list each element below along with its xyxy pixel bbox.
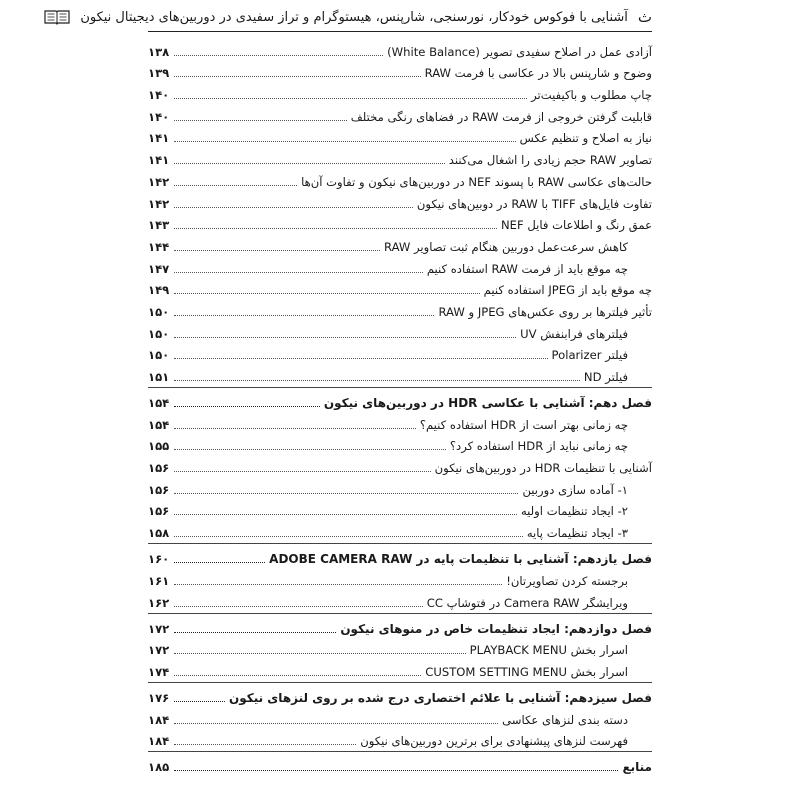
dot-leader: [174, 744, 356, 745]
toc-row[interactable]: [148, 659, 652, 681]
toc-entry-title: اسرار بخش PLAYBACK MENU: [469, 643, 628, 658]
toc-page-number: ۱۷۲: [148, 643, 170, 658]
toc-row[interactable]: [148, 321, 652, 343]
toc-row[interactable]: [148, 278, 652, 300]
toc-entry-title: چه زمانی بهتر است از HDR استفاده کنیم؟: [419, 417, 628, 432]
dot-leader: [174, 653, 466, 654]
toc-page-number: ۱۵۶: [148, 504, 170, 519]
dot-leader: [174, 163, 445, 164]
toc-entry-title: چاپ مطلوب و باکیفیت‌تر: [531, 88, 652, 103]
toc-row[interactable]: [148, 455, 652, 477]
toc-entry-title: ۳- ایجاد تنظیمات پایه: [526, 526, 628, 541]
page-letter: ث: [637, 8, 652, 26]
toc-page-number: ۱۵۰: [148, 304, 170, 319]
toc-entry-title: دسته بندی لنزهای عکاسی: [502, 712, 628, 727]
open-book-icon: [44, 9, 70, 25]
dot-leader: [174, 584, 502, 585]
toc-entry-title: ۱- آماده سازی دوربین: [522, 482, 628, 497]
toc-row[interactable]: [148, 104, 652, 126]
dot-leader: [174, 207, 413, 208]
dot-leader: [174, 185, 297, 186]
dot-leader: [174, 514, 517, 515]
page-header: [80, 6, 652, 28]
toc-row[interactable]: [148, 364, 652, 386]
toc-page-number: ۱۳۸: [148, 44, 170, 59]
toc-row[interactable]: [148, 191, 652, 213]
toc-page-number: ۱۶۱: [148, 573, 170, 588]
toc-entry-title: چه زمانی نباید از HDR استفاده کرد؟: [449, 439, 628, 454]
toc-page-number: ۱۴۲: [148, 196, 170, 211]
toc-row[interactable]: [148, 234, 652, 256]
toc-entry-title: اسرار بخش CUSTOM SETTING MENU: [425, 664, 628, 679]
dot-leader: [174, 701, 225, 702]
toc-row[interactable]: [148, 590, 652, 612]
dot-leader: [174, 562, 265, 563]
dot-leader: [174, 723, 498, 724]
toc-page-number: ۱۴۳: [148, 218, 170, 233]
toc-page-number: ۱۴۰: [148, 88, 170, 103]
toc-chapter-row[interactable]: [148, 614, 652, 638]
toc-row[interactable]: [148, 147, 652, 169]
table-of-contents: [148, 39, 652, 776]
toc-row[interactable]: [148, 434, 652, 456]
toc-entry-title: منابع: [622, 760, 652, 775]
dot-leader: [174, 120, 347, 121]
toc-row[interactable]: [148, 568, 652, 590]
toc-entry-title: برجسته کردن تصاویرتان!: [506, 573, 628, 588]
dot-leader: [174, 228, 497, 229]
dot-leader: [174, 337, 516, 338]
toc-row[interactable]: [148, 169, 652, 191]
toc-entry-title: فیلترهای فرابنفش UV: [520, 326, 628, 341]
toc-page-number: ۱۵۰: [148, 348, 170, 363]
dot-leader: [174, 632, 336, 633]
toc-row[interactable]: [148, 412, 652, 434]
toc-page-number: ۱۵۵: [148, 439, 170, 454]
toc-entry-title: چه موقع باید از JPEG استفاده کنیم: [483, 283, 652, 298]
toc-row[interactable]: [148, 343, 652, 365]
toc-page-number: ۱۷۶: [148, 690, 170, 705]
dot-leader: [174, 428, 416, 429]
toc-entry-title: تفاوت فایل‌های TIFF با RAW در دوبین‌های نیکون: [416, 196, 652, 211]
toc-page-number: ۱۴۲: [148, 174, 170, 189]
toc-chapter-row[interactable]: [148, 683, 652, 707]
toc-entry-title: آشنایی با تنظیمات HDR در دوربین‌های نیکون: [434, 461, 652, 476]
toc-page-number: ۱۵۶: [148, 482, 170, 497]
toc-page-number: ۱۵۶: [148, 461, 170, 476]
toc-page-number: ۱۳۹: [148, 66, 170, 81]
dot-leader: [174, 770, 618, 771]
toc-row[interactable]: [148, 126, 652, 148]
dot-leader: [174, 406, 320, 407]
toc-page-number: ۱۵۸: [148, 526, 170, 541]
toc-row[interactable]: [148, 729, 652, 751]
toc-entry-title: فصل دهم: آشنایی با عکاسی HDR در دوربین‌های نیکون: [323, 396, 652, 410]
toc-page-number: ۱۴۱: [148, 131, 170, 146]
toc-row[interactable]: [148, 213, 652, 235]
dot-leader: [174, 250, 380, 251]
toc-page-number: ۱۴۰: [148, 109, 170, 124]
toc-page-number: ۱۸۵: [148, 760, 170, 775]
toc-entry-title: فیلتر Polarizer: [551, 348, 628, 363]
toc-page-number: ۱۴۴: [148, 239, 170, 254]
toc-page-number: ۱۷۴: [148, 664, 170, 679]
toc-page-number: ۱۸۴: [148, 712, 170, 727]
dot-leader: [174, 449, 446, 450]
toc-entry-title: فهرست لنزهای پیشنهادی برای برترین دوربین‌های نیکون: [360, 734, 628, 749]
toc-entry-title: چه موقع باید از فرمت RAW استفاده کنیم: [426, 261, 628, 276]
toc-page-number: ۱۵۰: [148, 326, 170, 341]
toc-row[interactable]: [148, 39, 652, 61]
toc-page-number: ۱۵۴: [148, 417, 170, 432]
dot-leader: [174, 98, 527, 99]
toc-page-number: ۱۵۴: [148, 396, 170, 410]
toc-row[interactable]: [148, 299, 652, 321]
dot-leader: [174, 471, 431, 472]
dot-leader: [174, 76, 421, 77]
toc-chapter-row[interactable]: [148, 752, 652, 776]
toc-entry-title: حالت‌های عکاسی RAW با پسوند NEF در دوربین‌های نیکون و تفاوت آن‌ها: [301, 174, 652, 189]
dot-leader: [174, 536, 523, 537]
toc-entry-title: ۲- ایجاد تنظیمات اولیه: [520, 504, 628, 519]
toc-row[interactable]: [148, 256, 652, 278]
toc-row[interactable]: [148, 82, 652, 104]
toc-row[interactable]: [148, 477, 652, 499]
toc-entry-title: فصل سیزدهم: آشنایی با علائم اختصاری درج شده بر روی لنزهای نیکون: [228, 690, 652, 705]
toc-entry-title: آزادی عمل در اصلاح سفیدی تصویر (White Balance): [387, 44, 652, 59]
toc-entry-title: فیلتر ND: [583, 370, 628, 384]
toc-entry-title: تأثیر فیلترها بر روی عکس‌های JPEG و RAW: [438, 304, 652, 319]
dot-leader: [174, 606, 423, 607]
header-title: آشنایی با فوکوس خودکار، نورسنجی، شارپنس، هیستوگرام و تراز سفیدی در دوربین‌های دیجیتال نیکون: [80, 9, 628, 25]
toc-entry-title: ویرایشگر Camera RAW در فتوشاپ CC: [426, 595, 628, 610]
dot-leader: [174, 675, 421, 676]
header-rule: [148, 31, 652, 32]
dot-leader: [174, 293, 480, 294]
toc-entry-title: فصل یازدهم: آشنایی با تنظیمات پایه در ADOBE CAMERA RAW: [269, 552, 652, 567]
toc-row[interactable]: [148, 61, 652, 83]
toc-entry-title: نیاز به اصلاح و تنظیم عکس: [519, 131, 652, 146]
dot-leader: [174, 272, 423, 273]
dot-leader: [174, 141, 516, 142]
toc-page-number: ۱۴۷: [148, 261, 170, 276]
toc-chapter-row[interactable]: [148, 544, 652, 568]
toc-page-number: ۱۵۱: [148, 370, 170, 384]
dot-leader: [174, 55, 383, 56]
toc-row[interactable]: [148, 707, 652, 729]
toc-chapter-row[interactable]: [148, 388, 652, 412]
toc-page-number: ۱۴۱: [148, 153, 170, 168]
dot-leader: [174, 315, 434, 316]
toc-row[interactable]: [148, 638, 652, 660]
toc-entry-title: عمق رنگ و اطلاعات فایل NEF: [500, 218, 652, 233]
dot-leader: [174, 358, 548, 359]
dot-leader: [174, 493, 518, 494]
toc-page-number: ۱۴۹: [148, 283, 170, 298]
dot-leader: [174, 380, 580, 381]
toc-entry-title: وضوح و شارپنس بالا در عکاسی با فرمت RAW: [424, 66, 652, 81]
toc-page-number: ۱۸۴: [148, 734, 170, 749]
toc-row[interactable]: [148, 520, 652, 542]
toc-entry-title: تصاویر RAW حجم زیادی را اشغال می‌کنند: [448, 153, 652, 168]
toc-page-number: ۱۶۰: [148, 552, 170, 567]
toc-row[interactable]: [148, 499, 652, 521]
toc-entry-title: کاهش سرعت‌عمل دوربین هنگام ثبت تصاویر RAW: [383, 239, 628, 254]
toc-page-number: ۱۷۲: [148, 621, 170, 636]
toc-page-number: ۱۶۲: [148, 595, 170, 610]
toc-entry-title: فصل دوازدهم: ایجاد تنظیمات خاص در منوهای نیکون: [340, 621, 652, 636]
toc-entry-title: قابلیت گرفتن خروجی از فرمت RAW در فضاهای رنگی مختلف: [350, 109, 652, 124]
